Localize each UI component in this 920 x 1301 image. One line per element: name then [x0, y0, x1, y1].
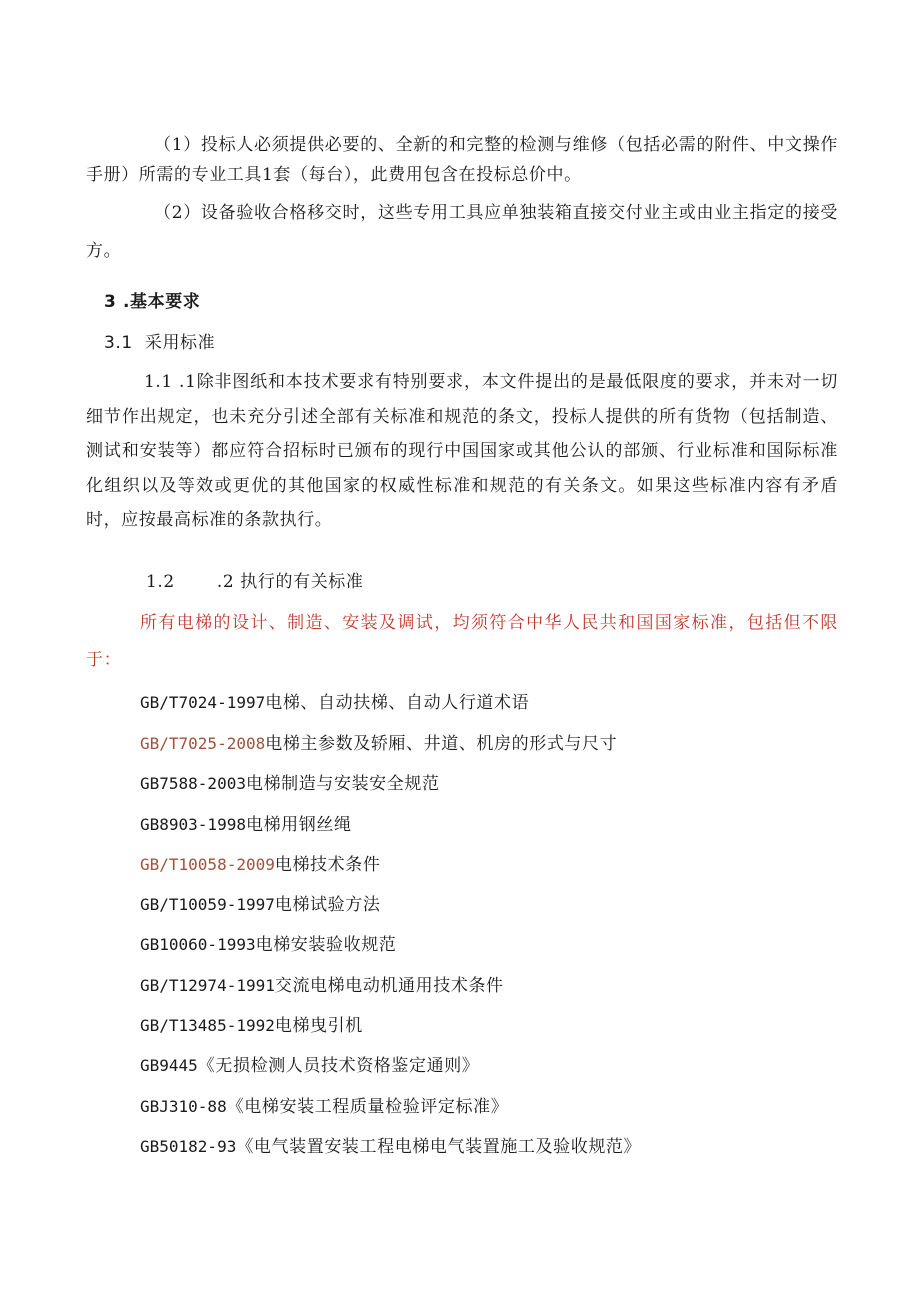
standard-item: GB/T12974-1991交流电梯电动机通用技术条件: [140, 976, 504, 996]
standard-item: GB/T7025-2008电梯主参数及轿厢、井道、机房的形式与尺寸: [140, 734, 618, 754]
section-heading: 3 .基本要求: [104, 292, 201, 312]
standard-item: GB8903-1998电梯用钢丝绳: [140, 815, 352, 835]
item-heading: [146, 567, 364, 592]
item-number: 1.1 .1: [144, 372, 197, 392]
item-heading-number: 1.2: [146, 572, 175, 592]
item-heading-title: .2 执行的有关标准: [216, 572, 364, 592]
standard-item: GB9445《无损检测人员技术资格鉴定通则》: [140, 1056, 480, 1076]
standard-item: GB10060-1993电梯安装验收规范: [140, 935, 397, 955]
standard-item: GB/T7024-1997电梯、自动扶梯、自动人行道术语: [140, 693, 530, 713]
item-text: 除非图纸和本技术要求有特别要求，本文件提出的是最低限度的要求，并未对一切细节作出规定，也未充分引述全部有关标准和规范的条文，投标人提供的所有货物（包括制造、测试和安装等）都应符合招标时已颁布的现行中国国家或其他公认的部颁、行业标准和国际标准化组织以及等效或更优的其他国家的权威性标准和规范的有关条文。如果这些标准内容有矛盾时，应按最高标准的条款执行。: [86, 372, 838, 530]
standard-item: GBJ310-88《电梯安装工程质量检验评定标准》: [140, 1097, 509, 1117]
subsection-heading: [104, 328, 215, 353]
standard-item: GB/T10058-2009电梯技术条件: [140, 855, 381, 875]
standard-item: GB/T13485-1992电梯曳引机: [140, 1016, 363, 1036]
paragraph-tools: （1）投标人必须提供必要的、全新的和完整的检测与维修（包括必需的附件、中文操作手册）所需的专业工具1套（每台），此费用包含在投标总价中。: [86, 135, 838, 185]
subsection-number: 3.1: [104, 333, 133, 353]
red-compliance-note: 所有电梯的设计、制造、安装及调试，均须符合中华人民共和国国家标准，包括但不限于：: [86, 613, 838, 670]
paragraph-standards-scope: [86, 365, 838, 538]
standard-item: GB50182-93《电气装置安装工程电梯电气装置施工及验收规范》: [140, 1137, 642, 1157]
subsection-title: 采用标准: [144, 333, 216, 353]
standard-item: GB7588-2003电梯制造与安装安全规范: [140, 774, 440, 794]
standard-item: GB/T10059-1997电梯试验方法: [140, 895, 381, 915]
paragraph-handover: （2）设备验收合格移交时，这些专用工具应单独装箱直接交付业主或由业主指定的接受方。: [86, 203, 838, 261]
